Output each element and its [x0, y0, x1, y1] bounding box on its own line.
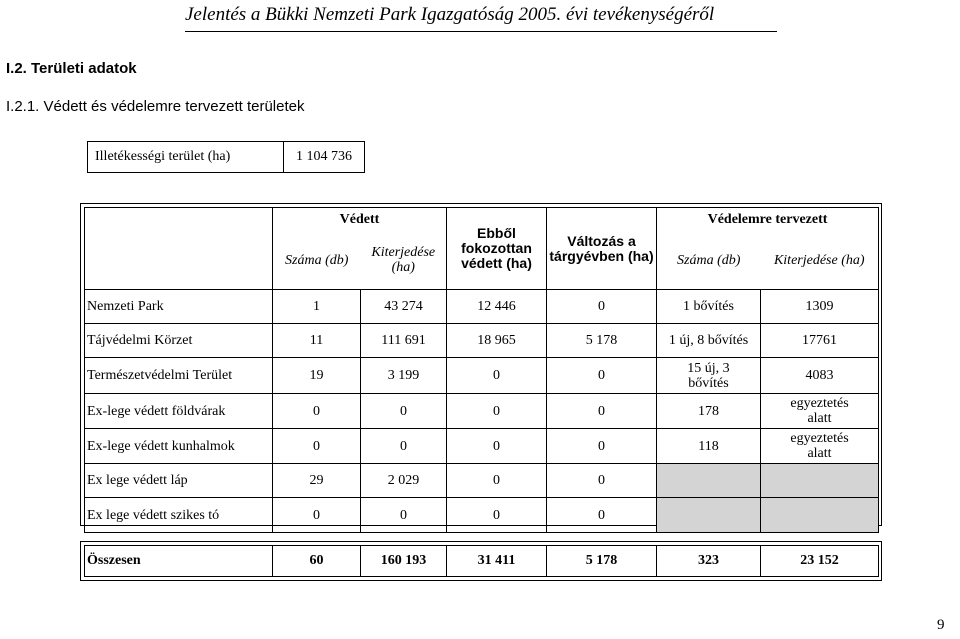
total-table — [84, 545, 879, 577]
cell-fokozottan: 18 965 — [447, 324, 547, 358]
protected-areas-table — [84, 207, 879, 533]
total-szama: 60 — [273, 546, 361, 577]
table-row — [85, 290, 879, 324]
cell-v-szama: 118 — [657, 429, 761, 464]
cell-fokozottan: 0 — [447, 429, 547, 464]
header-kiterjedese: Kiterjedése (ha) — [361, 232, 447, 290]
total-valtozas: 5 178 — [547, 546, 657, 577]
area-label: Illetékességi terület (ha) — [88, 142, 284, 173]
row-label: Tájvédelmi Körzet — [85, 324, 273, 358]
area-value: 1 104 736 — [284, 142, 365, 173]
cell-v-kiterjedese: egyeztetés alatt — [761, 394, 879, 429]
cell-szama: 11 — [273, 324, 361, 358]
header-vedett: Védett — [273, 208, 447, 232]
table-row — [85, 358, 879, 394]
cell-kiterjedese: 2 029 — [361, 464, 447, 498]
cell-fokozottan: 0 — [447, 498, 547, 533]
cell-v-szama-shaded — [657, 464, 761, 498]
cell-v-szama: 15 új, 3 bővítés — [657, 358, 761, 394]
table-row — [85, 324, 879, 358]
row-label: Ex-lege védett földvárak — [85, 394, 273, 429]
row-label: Ex-lege védett kunhalmok — [85, 429, 273, 464]
cell-valtozas: 0 — [547, 464, 657, 498]
cell-kiterjedese: 0 — [361, 498, 447, 533]
cell-szama: 0 — [273, 429, 361, 464]
cell-v-szama: 1 új, 8 bővítés — [657, 324, 761, 358]
subsection-heading: I.2.1. Védett és védelemre tervezett területek — [6, 98, 305, 115]
cell-fokozottan: 0 — [447, 358, 547, 394]
total-row — [85, 546, 879, 577]
cell-v-szama: 1 bővítés — [657, 290, 761, 324]
cell-valtozas: 0 — [547, 429, 657, 464]
header-rule — [185, 31, 777, 32]
total-kiterjedese: 160 193 — [361, 546, 447, 577]
total-fokozottan: 31 411 — [447, 546, 547, 577]
cell-kiterjedese: 0 — [361, 394, 447, 429]
page-number: 9 — [937, 617, 945, 633]
document-header-title: Jelentés a Bükki Nemzeti Park Igazgatóság 2005. évi tevékenységéről — [185, 4, 715, 25]
cell-v-kiterjedese: 17761 — [761, 324, 879, 358]
row-label: Természetvédelmi Terület — [85, 358, 273, 394]
cell-kiterjedese: 3 199 — [361, 358, 447, 394]
cell-szama: 1 — [273, 290, 361, 324]
total-v-kiterjedese: 23 152 — [761, 546, 879, 577]
cell-szama: 0 — [273, 498, 361, 533]
cell-v-kiterjedese: 4083 — [761, 358, 879, 394]
row-label: Nemzeti Park — [85, 290, 273, 324]
total-v-szama: 323 — [657, 546, 761, 577]
cell-fokozottan: 12 446 — [447, 290, 547, 324]
cell-kiterjedese: 111 691 — [361, 324, 447, 358]
table-row — [85, 429, 879, 464]
cell-v-kiterjedese-shaded — [761, 498, 879, 533]
header-fokozottan: Ebből fokozottan védett (ha) — [447, 208, 547, 290]
area-table — [87, 141, 365, 173]
header-valtozas: Változás a tárgyévben (ha) — [547, 208, 657, 290]
header-empty-cell — [85, 208, 273, 290]
row-label: Ex lege védett láp — [85, 464, 273, 498]
cell-kiterjedese: 43 274 — [361, 290, 447, 324]
header-row-top — [85, 208, 879, 232]
table-row — [85, 498, 879, 533]
total-label: Összesen — [85, 546, 273, 577]
header-v-szama: Száma (db) — [657, 232, 761, 290]
cell-v-kiterjedese-shaded — [761, 464, 879, 498]
cell-valtozas: 0 — [547, 358, 657, 394]
cell-fokozottan: 0 — [447, 394, 547, 429]
cell-v-szama-shaded — [657, 498, 761, 533]
cell-valtozas: 0 — [547, 498, 657, 533]
header-szama: Száma (db) — [273, 232, 361, 290]
cell-fokozottan: 0 — [447, 464, 547, 498]
cell-valtozas: 0 — [547, 394, 657, 429]
cell-v-kiterjedese: egyeztetés alatt — [761, 429, 879, 464]
cell-kiterjedese: 0 — [361, 429, 447, 464]
cell-szama: 19 — [273, 358, 361, 394]
header-v-kiterjedese: Kiterjedése (ha) — [761, 232, 879, 290]
section-heading: I.2. Területi adatok — [6, 60, 137, 77]
row-label: Ex lege védett szikes tó — [85, 498, 273, 533]
cell-szama: 29 — [273, 464, 361, 498]
cell-v-kiterjedese: 1309 — [761, 290, 879, 324]
header-vedelemre: Védelemre tervezett — [657, 208, 879, 232]
cell-valtozas: 0 — [547, 290, 657, 324]
table-row — [85, 464, 879, 498]
cell-szama: 0 — [273, 394, 361, 429]
cell-valtozas: 5 178 — [547, 324, 657, 358]
area-row — [88, 142, 365, 173]
table-row — [85, 394, 879, 429]
cell-v-szama: 178 — [657, 394, 761, 429]
